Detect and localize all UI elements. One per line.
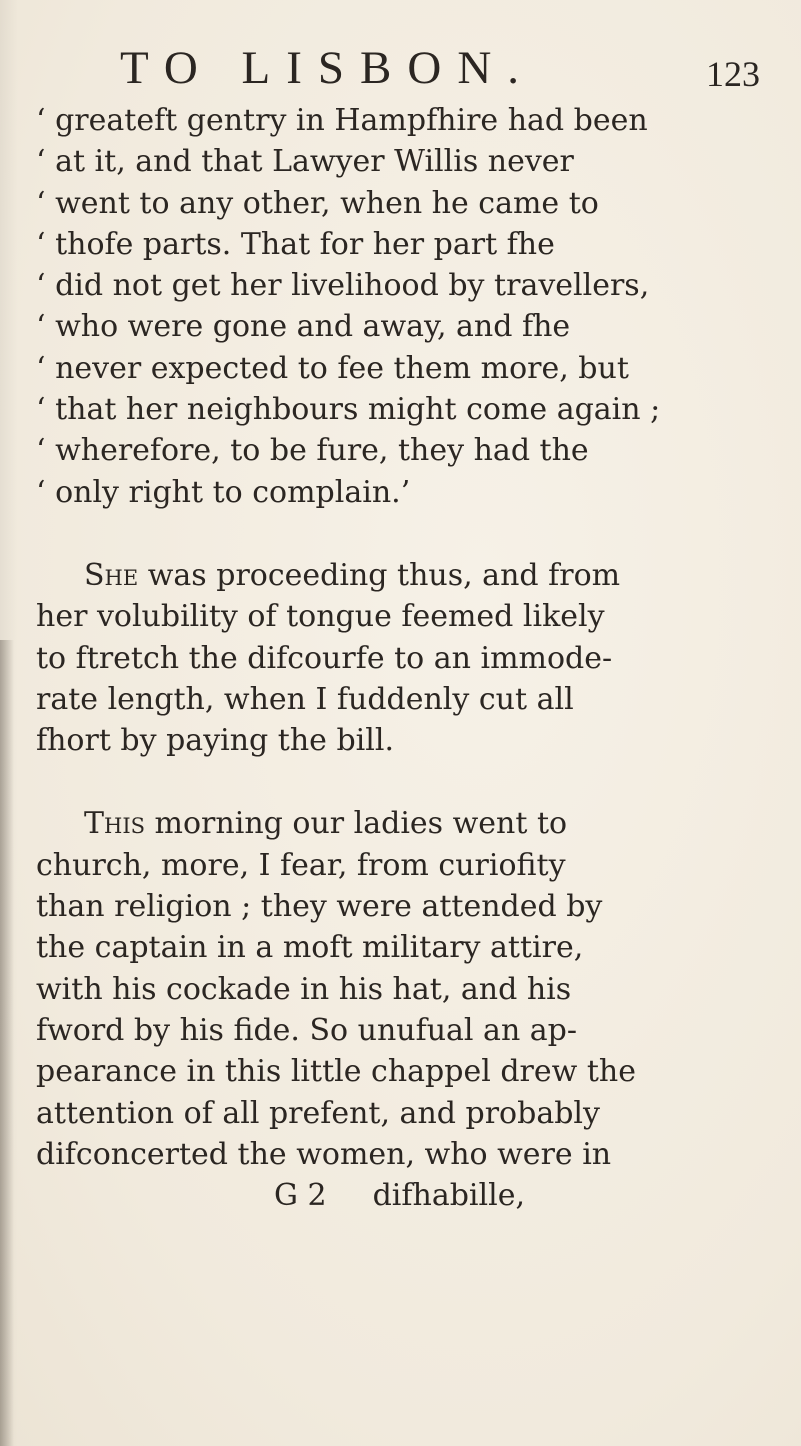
text-line: ‘ never expected to fee them more, but: [36, 350, 629, 386]
small-caps-lead: This: [84, 806, 146, 842]
text-line: ‘ only right to complain.’: [36, 474, 411, 510]
text-line: ‘ thofe parts. That for her part fhe: [36, 226, 555, 262]
footer-line: [36, 1175, 791, 1216]
text-line: difconcerted the women, who were in: [36, 1136, 612, 1172]
text-line-first: [36, 555, 791, 596]
text-line: ‘ at it, and that Lawyer Willis never: [36, 144, 574, 180]
text-line: fword by his fide. So unufual an ap-: [36, 1012, 578, 1048]
signature-mark: G 2: [274, 1178, 327, 1214]
paragraph-quote: [36, 100, 791, 513]
text-line: ‘ greateft gentry in Hampfhire had been: [36, 103, 648, 138]
text-line: ‘ went to any other, when he came to: [36, 185, 599, 221]
text-line: rate length, when I fuddenly cut all: [36, 681, 574, 717]
text-line-first: [36, 803, 791, 844]
paragraph-she: [36, 555, 791, 761]
text-line: attention of all prefent, and probably: [36, 1095, 600, 1131]
page-number: 123: [706, 54, 760, 94]
paragraph-this: [36, 803, 791, 1216]
page-body: [36, 100, 791, 1216]
small-caps-lead: She: [84, 557, 139, 593]
catchword: difhabille,: [372, 1178, 525, 1214]
text-line: pearance in this little chappel drew the: [36, 1054, 636, 1090]
text-line: the captain in a moft military attire,: [36, 930, 584, 966]
text-run: was proceeding thus, and from: [138, 557, 621, 593]
text-line: to ftretch the difcourfe to an immode-: [36, 640, 613, 676]
page-header: [120, 38, 760, 98]
running-head: TO LISBON.: [120, 42, 536, 94]
text-line: ‘ did not get her livelihood by travellers,: [36, 268, 650, 304]
text-line: fhort by paying the bill.: [36, 723, 394, 759]
text-run: morning our ladies went to: [145, 806, 568, 842]
text-line: ‘ that her neighbours might come again ;: [36, 392, 661, 428]
text-line: than religion ; they were attended by: [36, 889, 603, 925]
text-line: with his cockade in his hat, and his: [36, 971, 572, 1007]
gutter-shadow: [0, 640, 14, 1446]
text-line: ‘ wherefore, to be fure, they had the: [36, 433, 589, 469]
text-line: her volubility of tongue feemed likely: [36, 599, 605, 635]
text-line: church, more, I fear, from curiofity: [36, 847, 566, 883]
text-line: ‘ who were gone and away, and fhe: [36, 309, 571, 345]
